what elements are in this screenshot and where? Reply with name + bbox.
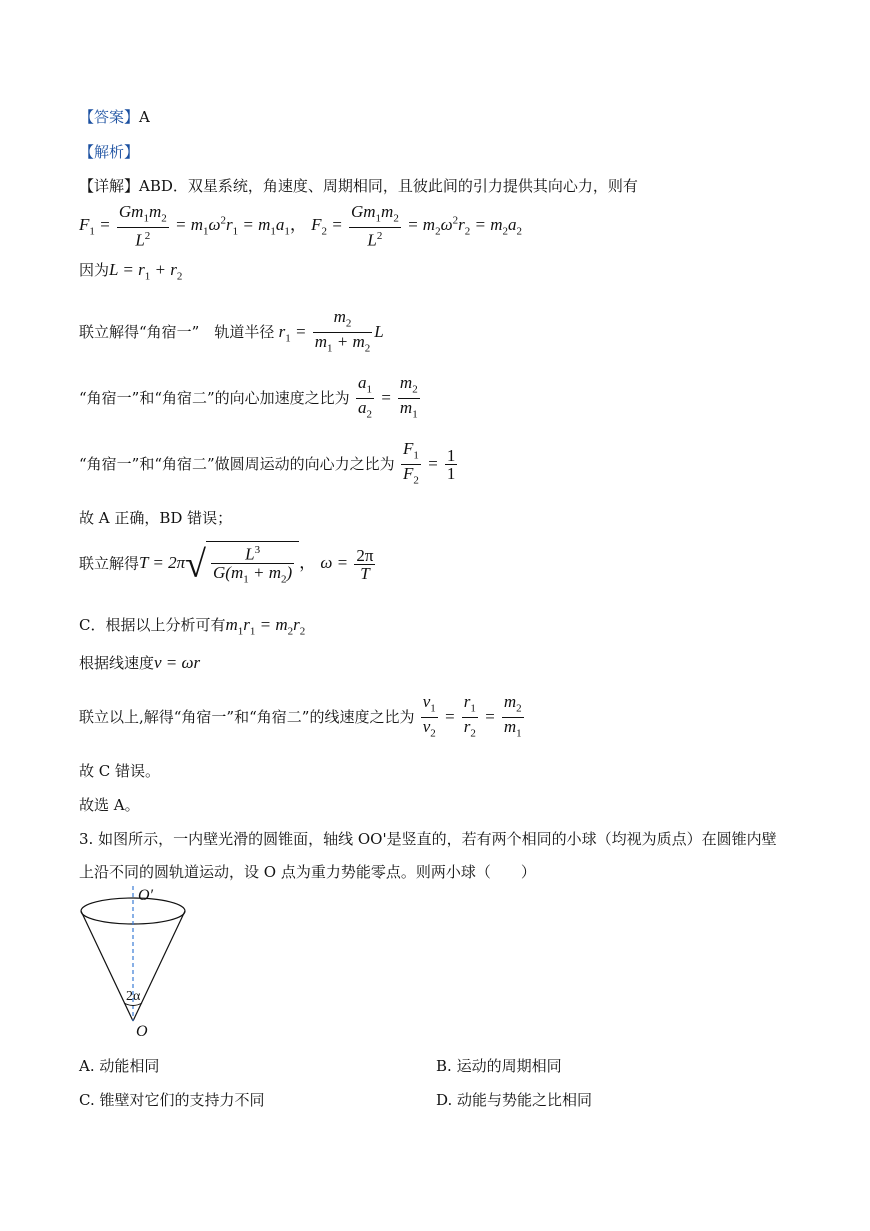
analysis-label: 【解析】 xyxy=(79,143,140,161)
cone-right-wall xyxy=(133,911,185,1021)
conclusion-c: 故 C 错误。 xyxy=(79,762,161,780)
question-text-1: 如图所示，一内壁光滑的圆锥面，轴线 OO'是竖直的，若有两个相同的小球（均视为质点）在圆锥内壁 xyxy=(98,830,777,848)
label-o: O xyxy=(136,1023,148,1040)
answer-line xyxy=(79,106,150,127)
label-o-prime: O′ xyxy=(138,887,154,904)
question-line-1 xyxy=(79,828,777,849)
detail-line xyxy=(79,175,638,196)
option-b[interactable]: B. 运动的周期相同 xyxy=(436,1057,562,1075)
option-c[interactable]: C. 锥壁对它们的支持力不同 xyxy=(79,1091,265,1109)
detail-text: ABD．双星系统，角速度、周期相同，且彼此间的引力提供其向心力，则有 xyxy=(139,177,638,195)
option-d[interactable]: D. 动能与势能之比相同 xyxy=(436,1091,593,1109)
accel-line: “角宿一”和“角宿二”的向心加速度之比为 $\frac{a_1}{a_2}$ = $\frac{m_2}{m_1}$ xyxy=(79,373,418,421)
cone-figure xyxy=(80,886,200,1041)
option-a[interactable]: A. 动能相同 xyxy=(79,1057,160,1075)
label-angle: 2α xyxy=(126,989,141,1004)
linear-velocity-line: 根据线速度v = ωr xyxy=(79,653,201,672)
period-line: 联立解得T = 2π√ $\frac{L^3}{G(m_1 + m_2)}$ ， ω = $\frac{2\pi}{T}$ xyxy=(79,541,377,588)
question-text-2: 上沿不同的圆轨道运动，设 O 点为重力势能零点。则两小球（ ） xyxy=(79,863,536,881)
radius-line: 联立解得“角宿一” 轨道半径 $r_1$ = $\frac{m_2}{m_1 + m_2}$ L xyxy=(79,307,384,355)
question-number: 3. xyxy=(79,830,94,848)
final-choice: 故选 A。 xyxy=(79,796,140,814)
conclusion-abd: 故 A 正确，BD 错误； xyxy=(79,509,233,527)
equation-forces: $F_1$ = $\frac{Gm_1m_2}{L^2}$ = $m_1\omega^2r_1 = m_1a_1$， $F_2$ = $\frac{Gm_1m_2}{L^2}$ = $m_2\omega^2r_2 = m_2a_2$ xyxy=(79,202,522,251)
detail-label: 【详解】 xyxy=(79,177,140,195)
answer-label: 【答案】 xyxy=(79,108,140,126)
c-analysis-line: C．根据以上分析可有$m_1r_1 = m_2r_2$ xyxy=(79,615,306,638)
force-ratio-line: “角宿一”和“角宿二”做圆周运动的向心力之比为 $\frac{F_1}{F_2}$ = $\frac{1}{1}$ xyxy=(79,439,456,487)
velocity-ratio-line: 联立以上,解得“角宿一”和“角宿二”的线速度之比为 $\frac{v_1}{v_2}$ = $\frac{r_1}{r_2}$ = $\frac{m_2}{m_1}$ xyxy=(79,692,522,740)
cone-left-wall xyxy=(81,911,133,1021)
answer-value: A xyxy=(139,108,150,126)
because-line: 因为$L = r_1 + r_2$ xyxy=(79,260,183,283)
question-line-2 xyxy=(79,861,536,882)
